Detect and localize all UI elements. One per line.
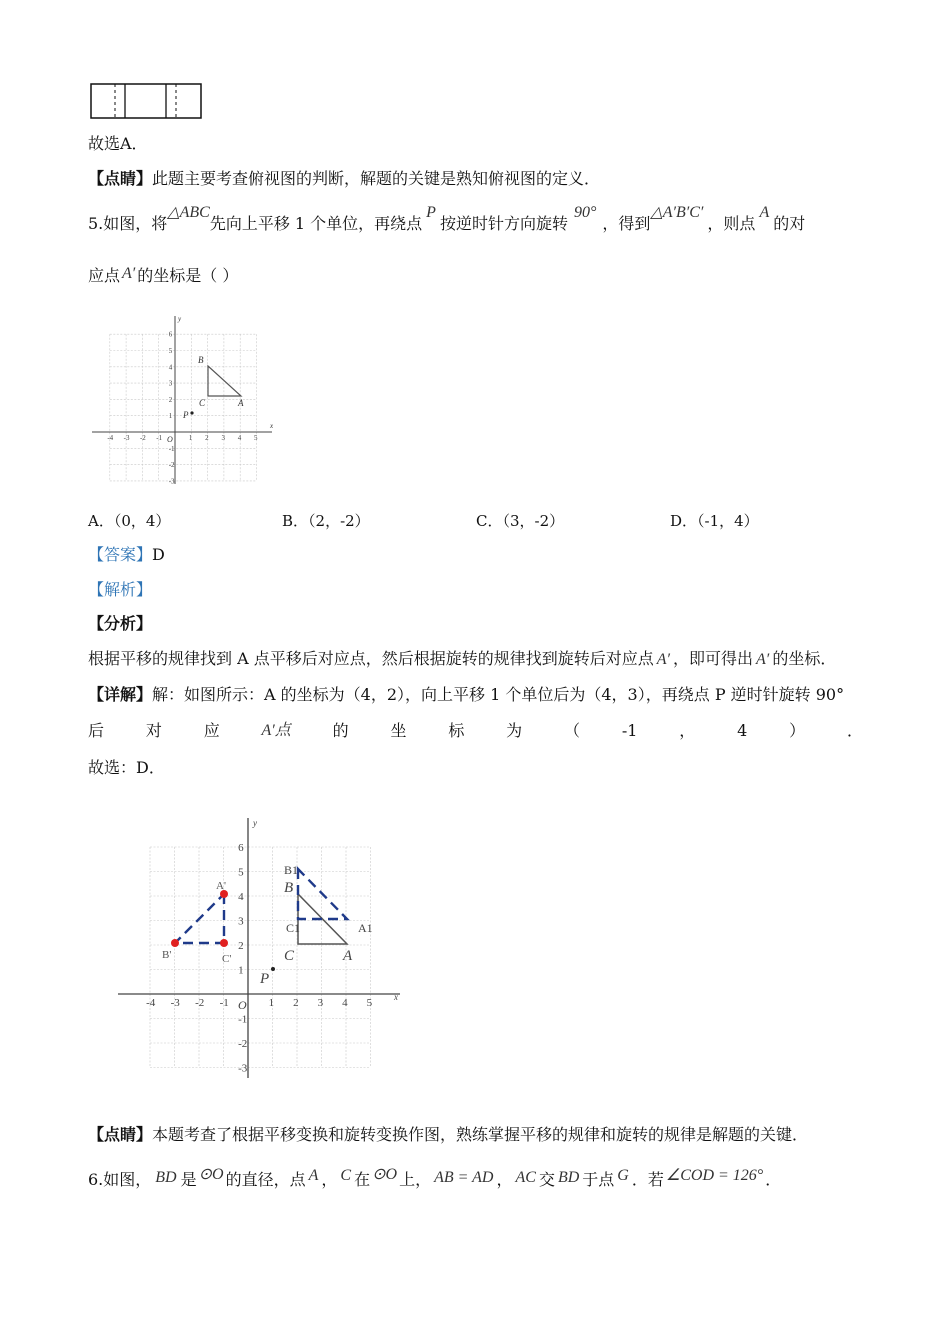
option-a: A．（0，4） [88, 512, 171, 530]
fenxi-text: 根据平移的规律找到 A 点平移后对应点，然后根据旋转的规律找到旋转后对应点 [88, 649, 654, 668]
q5-text: 按逆时针方向旋转 [439, 214, 568, 233]
label-a-prime: A' [216, 880, 226, 892]
x-tick-label: 1 [188, 434, 193, 442]
q6-arc-eq: AB = AD [434, 1169, 494, 1186]
x-tick-label: -4 [107, 434, 114, 442]
q5-tri-prime: △A′B′C′ [650, 204, 704, 221]
detail-word: 坐 [390, 721, 407, 740]
label-c: C [284, 948, 295, 964]
q5-number: 5.如图，将 [88, 214, 168, 233]
x-tick-label: -2 [195, 997, 205, 1009]
q6-text: ， [496, 1170, 513, 1189]
detail-line2 [88, 720, 863, 742]
q5-text: 应点 [88, 266, 121, 285]
q5-coordinate-figure [86, 312, 278, 487]
detail-line3: 故选：D． [88, 758, 165, 777]
q6-circle-o: ⊙O [372, 1166, 398, 1183]
fenxi-a-prime: A′ [756, 651, 770, 668]
answer-tag: 【答案】 [88, 545, 153, 564]
x-tick-label: -1 [219, 997, 229, 1009]
detail-word: ） [789, 721, 806, 740]
y-tick-label: -3 [168, 477, 175, 486]
y-tick-label: 6 [238, 841, 244, 854]
dianjing-tag: 【点睛】 [88, 1125, 153, 1144]
y-tick-label: 3 [168, 379, 173, 388]
q5-tri-abc: △ABC [167, 204, 210, 221]
q5-point-a: A [759, 204, 770, 221]
detail-word: 为 [506, 721, 523, 740]
top-view-outline [91, 84, 201, 118]
q6-text: ． [765, 1170, 782, 1189]
prev-conclusion: 故选A． [88, 134, 148, 153]
detail-word: ， [679, 721, 696, 740]
triangle-abc [208, 366, 241, 396]
label-o: O [238, 998, 247, 1012]
y-tick-label: 6 [168, 330, 173, 339]
q5-text: ，得到 [602, 214, 651, 233]
label-b1: B1 [284, 863, 299, 877]
q5-a-prime: A′ [122, 265, 136, 282]
q6-text: 的直径，点 [225, 1170, 306, 1189]
x-tick-label: -2 [139, 434, 146, 442]
q6-a: A [308, 1167, 319, 1184]
label-y: y [253, 818, 257, 828]
detail-tag: 【详解】 [88, 685, 153, 704]
x-tick-label: 4 [342, 997, 348, 1009]
y-tick-label: 1 [168, 412, 173, 421]
q6-circle-o: ⊙O [198, 1166, 224, 1183]
x-tick-label: -4 [146, 997, 156, 1009]
x-tick-label: 4 [237, 434, 242, 442]
q6-g: G [617, 1167, 629, 1184]
dianjing-tag: 【点睛】 [88, 169, 153, 188]
y-tick-label: 3 [238, 915, 244, 928]
label-a1: A1 [358, 921, 373, 935]
q6-text: 在 [354, 1170, 371, 1189]
fenxi-text: ，即可得出 [673, 649, 754, 668]
answer-value: D [152, 545, 165, 564]
label-c1: C1 [286, 921, 301, 935]
y-tick-label: 1 [238, 964, 244, 977]
option-d: D．（-1，4） [670, 512, 759, 530]
point-p [190, 411, 193, 414]
detail-word: 后 [88, 721, 105, 740]
detail-word: 4 [737, 721, 748, 740]
label-c-prime: C' [222, 953, 232, 965]
label-a: A [238, 398, 244, 408]
fenxi-line [88, 648, 836, 671]
y-tick-label: 4 [238, 890, 244, 903]
label-y: y [178, 315, 182, 323]
q6-c: C [340, 1167, 352, 1184]
dianjing-text: 此题主要考查俯视图的判断，解题的关键是熟知俯视图的定义． [152, 169, 601, 188]
q5-stem-line2 [88, 265, 238, 288]
fenxi-tag: 【分析】 [88, 614, 153, 633]
detail-word: 应 [203, 721, 220, 740]
q5-solution-figure [114, 814, 404, 1084]
q6-bd: BD [155, 1169, 177, 1186]
q6-ac: AC [515, 1169, 536, 1186]
q5-dianjing [88, 1124, 808, 1146]
y-tick-label: -1 [238, 1013, 248, 1026]
x-tick-label: 2 [293, 997, 299, 1009]
x-tick-label: -3 [123, 434, 130, 442]
y-tick-label: 5 [238, 866, 244, 879]
option-b: B．（2，-2） [282, 512, 370, 530]
y-tick-label: -2 [168, 461, 175, 470]
x-tick-label: -1 [156, 434, 163, 442]
x-tick-label: 1 [268, 997, 275, 1009]
label-o: O [167, 435, 173, 444]
jiexi-tag: 【解析】 [88, 580, 153, 599]
fenxi-text: 的坐标． [772, 649, 837, 668]
detail-word: -1 [621, 721, 638, 740]
dianjing-text: 本题考查了根据平移变换和旋转变换作图，熟练掌握平移的规律和旋转的规律是解题的关键． [152, 1125, 809, 1144]
y-tick-label: 5 [168, 346, 173, 355]
detail-word: ． [846, 721, 863, 740]
label-b: B [198, 355, 204, 365]
q5-point-p: P [426, 204, 436, 221]
q5-text: ，则点 [707, 214, 756, 233]
x-tick-label: -3 [170, 997, 180, 1009]
q5-text: 的坐标是（ ） [137, 266, 239, 285]
detail-text: 解：如图所示：A 的坐标为（4，2），向上平移 1 个单位后为（4，3），再绕点 P 逆时针旋转 90° [152, 685, 845, 704]
detail-word: 的 [332, 721, 349, 740]
option-c: C．（3，-2） [476, 512, 565, 530]
label-b: B [284, 880, 294, 896]
q5-text: 的对 [773, 214, 806, 233]
y-tick-label: -2 [238, 1037, 248, 1050]
q6-angle-cod: ∠COD = 126° [665, 1167, 764, 1184]
label-x: x [270, 422, 274, 430]
fenxi-a-prime: A′ [656, 651, 671, 668]
triangle-a-prime-b-prime-c-prime [175, 894, 224, 943]
prev-dianjing [88, 168, 600, 190]
detail-word: A′点 [261, 722, 291, 739]
x-tick-label: 3 [317, 997, 324, 1009]
q6-text: ．若 [631, 1170, 664, 1189]
point-p [271, 967, 275, 971]
triangle-a1b1c1 [298, 869, 347, 919]
label-x: x [394, 992, 398, 1002]
q6-number: 6.如图， [88, 1170, 152, 1189]
x-tick-label: 5 [366, 997, 373, 1009]
point-c-prime [220, 939, 228, 947]
top-view-figure [88, 81, 204, 121]
y-tick-label: 2 [238, 939, 244, 952]
q6-text: 交 [538, 1170, 555, 1189]
y-tick-label: 2 [168, 395, 173, 404]
label-c: C [199, 398, 206, 408]
detail-line1 [88, 684, 844, 706]
q6-text: 是 [180, 1170, 197, 1189]
q5-text: 先向上平移 1 个单位，再绕点 [209, 214, 423, 233]
point-b-prime [171, 939, 179, 947]
x-tick-label: 3 [221, 434, 225, 442]
q5-angle: 90° [573, 204, 597, 221]
label-p: P [260, 971, 270, 987]
detail-word: 标 [448, 721, 465, 740]
answer-line [88, 544, 165, 566]
x-tick-label: 5 [254, 434, 258, 442]
label-a: A [343, 948, 353, 964]
detail-word: 对 [145, 721, 162, 740]
q6-text: 上， [399, 1170, 432, 1189]
y-tick-label: 4 [168, 363, 173, 372]
grid [110, 334, 257, 481]
q6-stem-line1 [88, 1166, 782, 1192]
q6-text: ， [321, 1170, 338, 1189]
x-tick-label: 2 [205, 434, 209, 442]
detail-word: （ [564, 721, 581, 740]
q5-stem-line1 [88, 204, 806, 236]
y-tick-label: -1 [168, 444, 175, 453]
q6-bd: BD [557, 1169, 580, 1186]
y-tick-label: -3 [238, 1062, 248, 1075]
q6-text: 于点 [582, 1170, 615, 1189]
label-b-prime: B' [162, 949, 172, 961]
grid [150, 847, 371, 1068]
label-p: P [183, 410, 189, 420]
